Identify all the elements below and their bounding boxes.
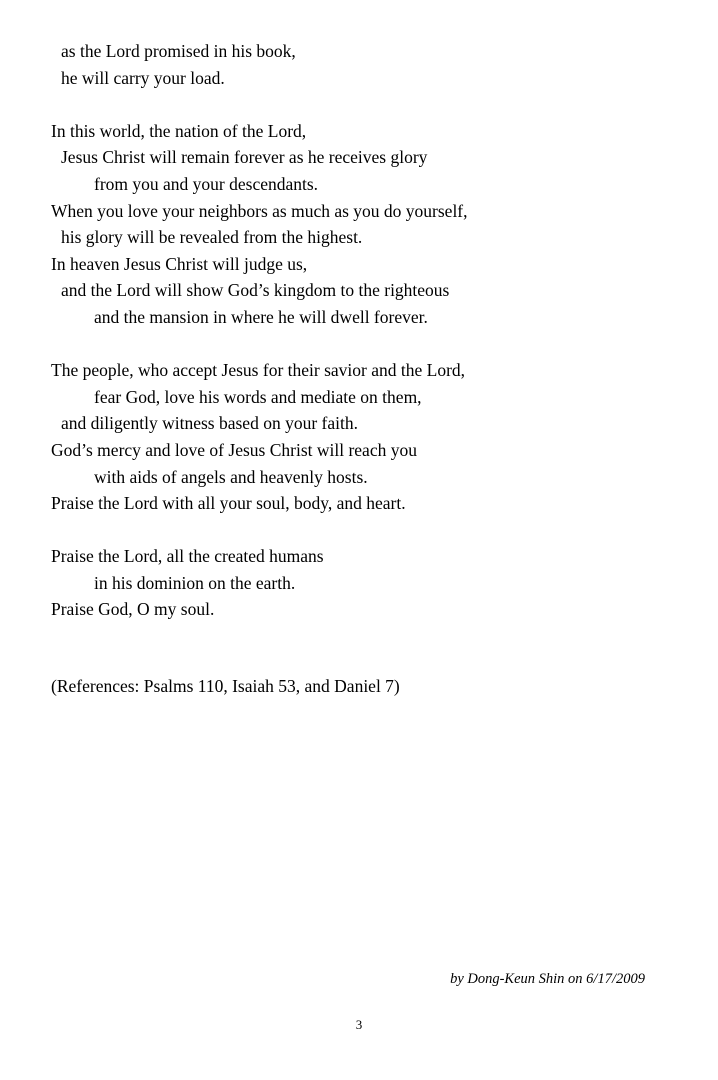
blank-line [51, 517, 698, 544]
poem-line: he will carry your load. [61, 67, 225, 88]
poem-line: In heaven Jesus Christ will judge us, [51, 253, 308, 274]
references-line: (References: Psalms 110, Isaiah 53, and Daniel 7) [51, 676, 400, 696]
poem-line: and the mansion in where he will dwell forever. [94, 306, 428, 327]
poem-line: Praise the Lord with all your soul, body, and heart. [51, 493, 406, 514]
poem-body [51, 38, 698, 623]
poem-line: with aids of angels and heavenly hosts. [94, 466, 368, 487]
poem-line: and the Lord will show God’s kingdom to the righteous [61, 280, 450, 301]
poem-line: his glory will be revealed from the highest. [61, 227, 363, 248]
poem-line: The people, who accept Jesus for their savior and the Lord, [51, 360, 466, 381]
poem-line: Jesus Christ will remain forever as he receives glory [61, 147, 428, 168]
page-number: 3 [355, 1017, 363, 1032]
poem-line: God’s mercy and love of Jesus Christ will reach you [51, 439, 417, 460]
poem-line: in his dominion on the earth. [94, 572, 296, 593]
poem-line: from you and your descendants. [94, 173, 319, 194]
attribution: by Dong-Keun Shin on 6/17/2009 [450, 971, 645, 987]
poem-line: fear God, love his words and mediate on them, [94, 386, 422, 407]
poem-line: and diligently witness based on your faith. [61, 413, 358, 434]
blank-line [51, 91, 698, 118]
poem-line: When you love your neighbors as much as you do yourself, [51, 200, 468, 221]
poem-line: as the Lord promised in his book, [61, 41, 296, 61]
poem-line: In this world, the nation of the Lord, [51, 120, 307, 141]
blank-line [51, 331, 698, 358]
poem-line: Praise the Lord, all the created humans [51, 546, 324, 567]
poem-line: Praise God, O my soul. [51, 599, 215, 620]
